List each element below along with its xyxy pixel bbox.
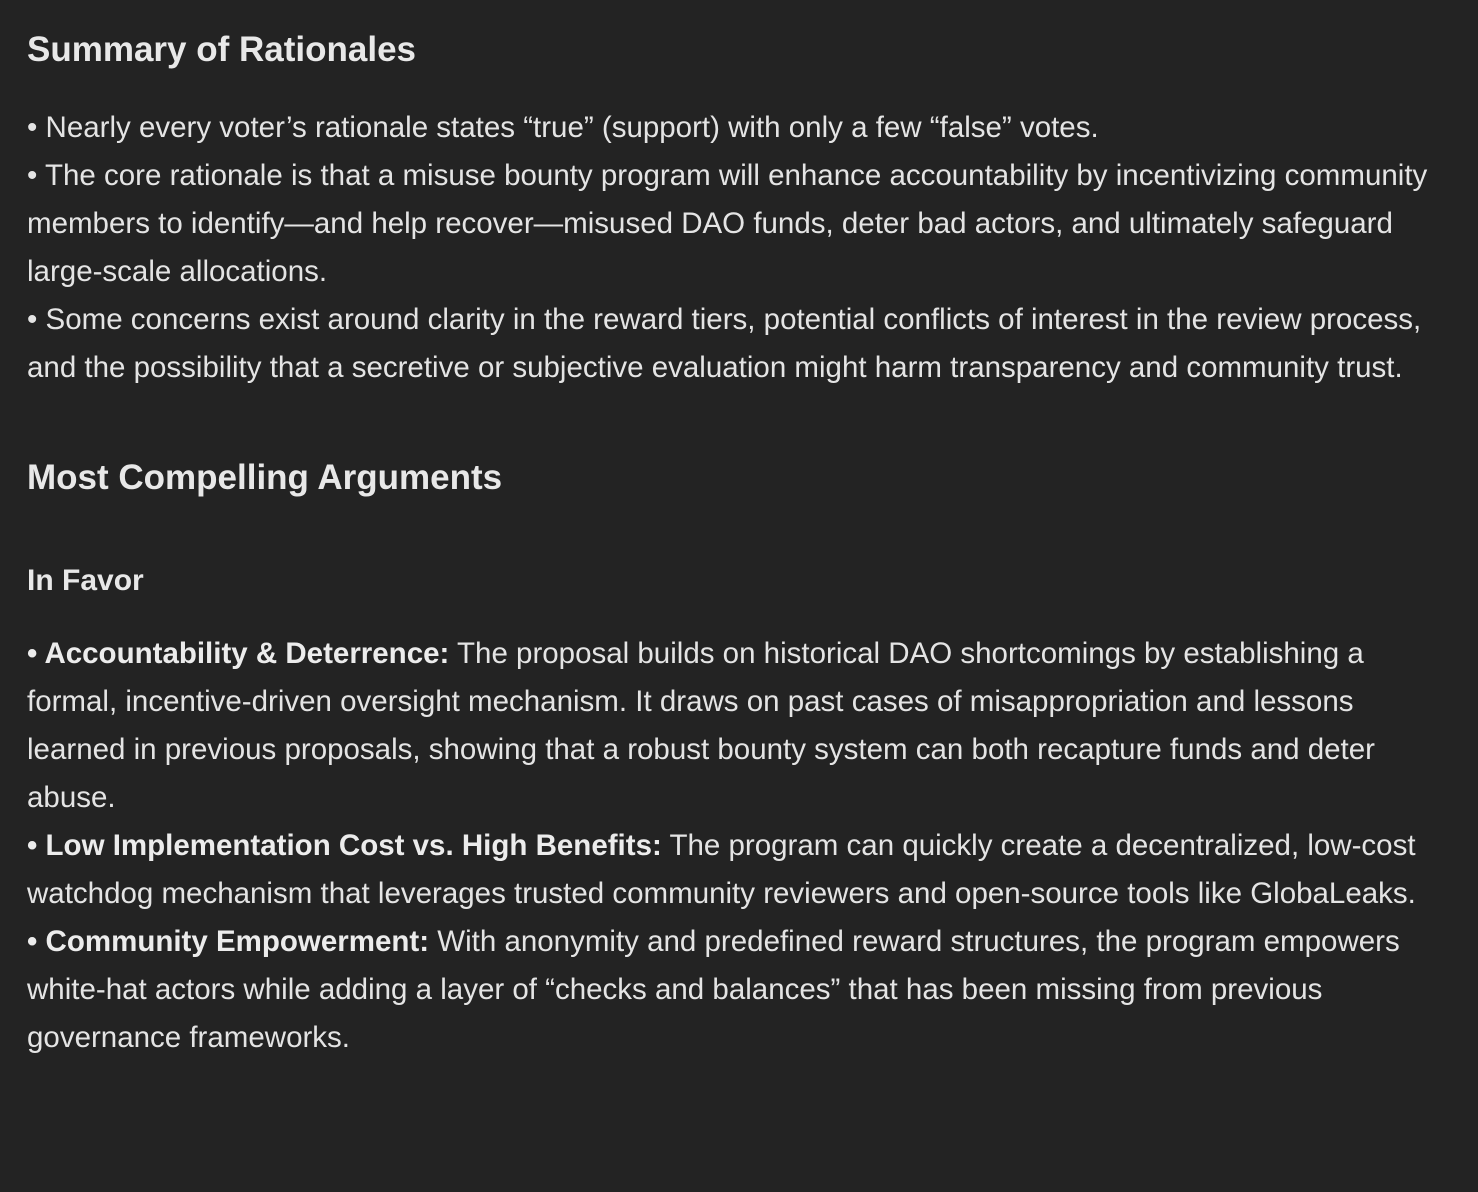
summary-item-text: Some concerns exist around clarity in the reward tiers, potential conflicts of interest in the review process, and the possibility that a secretive or subjective evaluation might harm transparency and community trust. [27,303,1422,384]
argument-title: Accountability & Deterrence: [44,637,450,670]
argument-item [27,918,1437,1062]
argument-item [27,822,1437,918]
argument-text: The program can quickly create a decentralized, low-cost watchdog mechanism that leverages trusted community reviewers and open-source tools like GlobaLeaks. [27,829,1416,910]
summary-heading: Summary of Rationales [27,30,416,69]
argument-title: Community Empowerment: [45,925,430,958]
summary-item [27,104,1437,152]
bullet-icon: • [27,829,38,862]
bullet-icon: • [27,925,38,958]
summary-item [27,152,1437,296]
argument-text: The proposal builds on historical DAO shortcomings by establishing a formal, incentive-driven oversight mechanism. It draws on past cases of misappropriation and lessons learned in previous proposals, showing that a robust bounty system can both recapture funds and deter abuse. [27,637,1375,814]
argument-title: Low Implementation Cost vs. High Benefits: [45,829,662,862]
bullet-icon: • [27,159,38,192]
summary-item-text: The core rationale is that a misuse bounty program will enhance accountability by incentivizing community members to identify—and help recover—misused DAO funds, deter bad actors, and ultimately safeguard large-scale allocations. [27,159,1428,288]
in-favor-heading: In Favor [27,564,144,597]
in-favor-list [27,630,1437,1062]
bullet-icon: • [27,111,38,144]
summary-item [27,296,1437,392]
arguments-heading: Most Compelling Arguments [27,458,503,497]
bullet-icon: • [27,637,38,670]
summary-item-text: Nearly every voter’s rationale states “true” (support) with only a few “false” votes. [45,111,1099,144]
argument-item [27,630,1437,822]
bullet-icon: • [27,303,38,336]
summary-list [27,104,1437,392]
argument-text: With anonymity and predefined reward structures, the program empowers white-hat actors while adding a layer of “checks and balances” that has been missing from previous governance frameworks. [27,925,1400,1054]
